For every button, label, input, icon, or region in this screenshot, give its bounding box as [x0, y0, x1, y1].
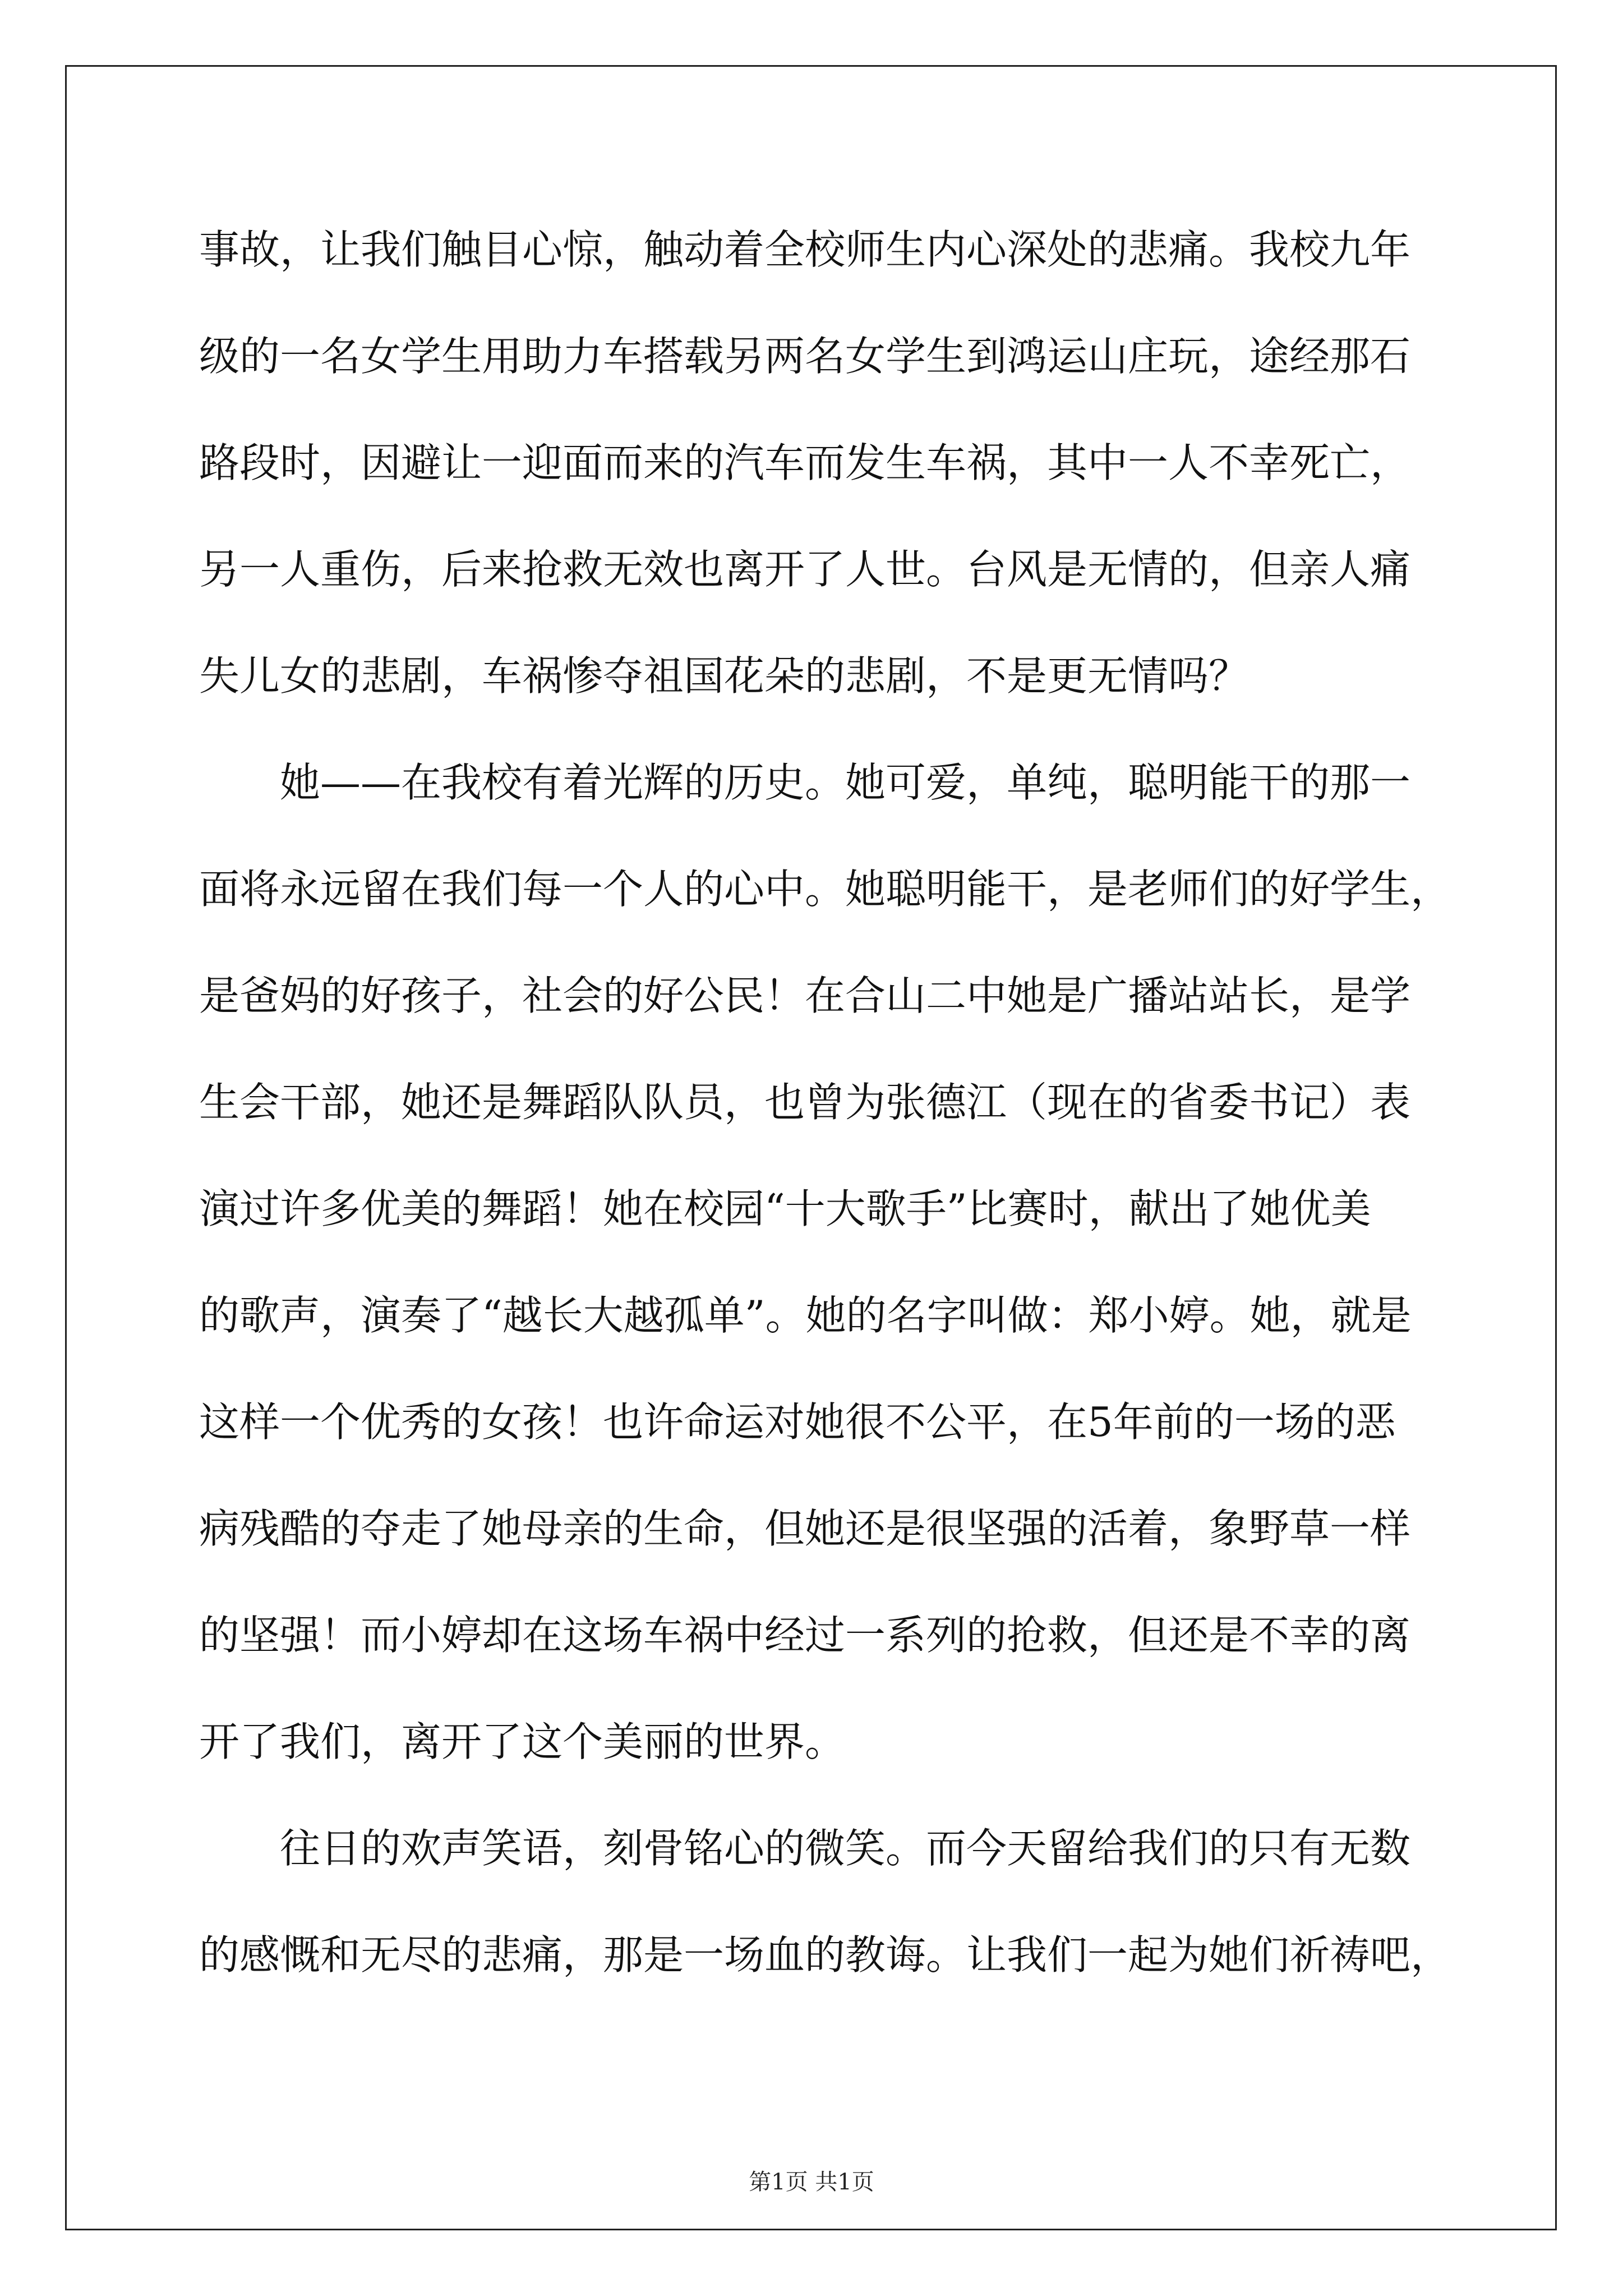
text-line: 路段时，因避让一迎面而来的汽车而发生车祸，其中一人不幸死亡， — [199, 439, 1411, 486]
text-line: 这样一个优秀的女孩！也许命运对她很不公平，在5年前的一场的恶 — [199, 1398, 1396, 1446]
paragraph-2 — [199, 729, 1451, 1795]
document-body — [199, 196, 1451, 2008]
text-line: 是爸妈的好孩子，社会的好公民！在合山二中她是广播站站长，是学 — [199, 972, 1411, 1019]
text-line: 另一人重伤，后来抢救无效也离开了人世。台风是无情的，但亲人痛 — [199, 546, 1411, 593]
text-line: 生会干部，她还是舞蹈队队员，也曾为张德江（现在的省委书记）表 — [199, 1079, 1411, 1126]
text-line: 级的一名女学生用助力车搭载另两名女学生到鸿运山庄玩，途经那石 — [199, 333, 1411, 380]
text-line: 的感慨和无尽的悲痛，那是一场血的教诲。让我们一起为她们祈祷吧， — [199, 1931, 1451, 1978]
text-line: 面将永远留在我们每一个人的心中。她聪明能干，是老师们的好学生， — [199, 866, 1451, 913]
text-line: 病残酷的夺走了她母亲的生命，但她还是很坚强的活着，象野草一样 — [199, 1505, 1411, 1552]
text-line: 失儿女的悲剧，车祸惨夺祖国花朵的悲剧，不是更无情吗？ — [199, 652, 1249, 700]
text-line: 的歌声，演奏了“越长大越孤单”。她的名字叫做：郑小婷。她，就是 — [199, 1292, 1412, 1339]
page-footer: 第1页 共1页 — [749, 2169, 874, 2195]
paragraph-3 — [199, 1795, 1451, 2008]
text-line: 往日的欢声笑语，刻骨铭心的微笑。而今天留给我们的只有无数 — [280, 1825, 1411, 1872]
text-line: 事故，让我们触目心惊，触动着全校师生内心深处的悲痛。我校九年 — [199, 226, 1411, 273]
paragraph-1 — [199, 196, 1433, 729]
text-line: 演过许多优美的舞蹈！她在校园“十大歌手”比赛时，献出了她优美 — [199, 1185, 1371, 1232]
text-line: 的坚强！而小婷却在这场车祸中经过一系列的抢救，但还是不幸的离 — [199, 1612, 1411, 1659]
text-line: 开了我们，离开了这个美丽的世界。 — [199, 1718, 846, 1765]
text-line: 她——在我校有着光辉的历史。她可爱，单纯，聪明能干的那一 — [280, 759, 1411, 806]
